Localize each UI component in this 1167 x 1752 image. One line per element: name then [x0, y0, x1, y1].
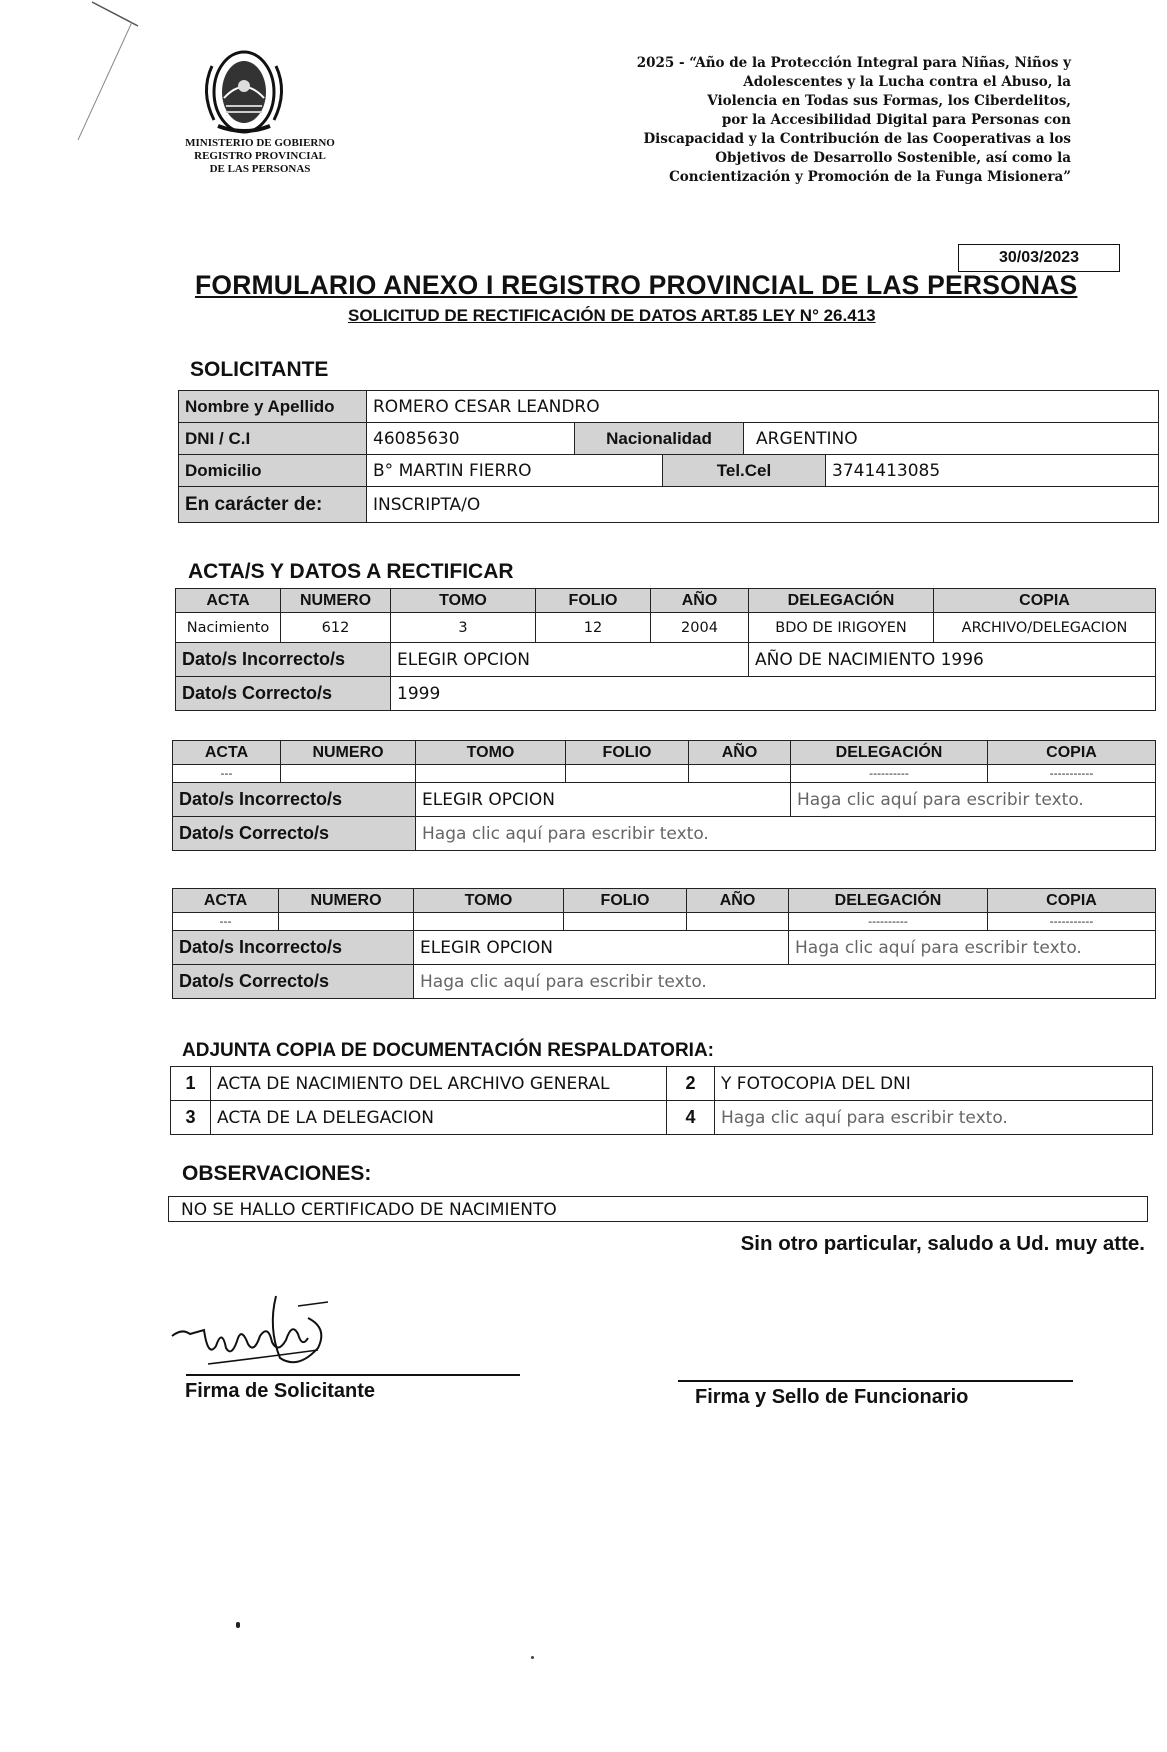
incorrect-text-field[interactable]: Haga clic aquí para escribir texto. — [791, 783, 1156, 817]
ministry-line: DE LAS PERSONAS — [209, 163, 311, 175]
delegacion-field[interactable]: BDO DE IRIGOYEN — [749, 613, 934, 643]
adjunta-table — [170, 1066, 1153, 1135]
nacionalidad-field[interactable]: ARGENTINO — [744, 423, 1159, 455]
handwritten-signature-icon — [168, 1288, 338, 1378]
acta-type-field[interactable]: Nacimiento — [176, 613, 281, 643]
closing-text: Sin otro particular, saludo a Ud. muy atte. — [740, 1232, 1145, 1255]
attachment-field[interactable]: ACTA DE NACIMIENTO DEL ARCHIVO GENERAL — [211, 1067, 667, 1101]
copia-field[interactable]: ----------- — [988, 765, 1156, 783]
col-anio: AÑO — [651, 589, 749, 613]
acta-table-3 — [172, 888, 1156, 999]
col-delegacion: DELEGACIÓN — [789, 889, 988, 913]
correct-label: Dato/s Correcto/s — [173, 965, 414, 999]
col-numero: NUMERO — [279, 889, 414, 913]
caracter-label: En carácter de: — [179, 487, 367, 523]
correct-text-field[interactable]: Haga clic aquí para escribir texto. — [414, 965, 1156, 999]
col-copia: COPIA — [934, 589, 1156, 613]
motto-line: Discapacidad y la Contribución de las Cooperativas a los — [643, 131, 1071, 147]
col-tomo: TOMO — [414, 889, 564, 913]
scan-speck — [531, 1656, 534, 1659]
anio-field[interactable] — [689, 765, 791, 783]
adjunta-heading: ADJUNTA COPIA DE DOCUMENTACIÓN RESPALDATORIA: — [182, 1040, 714, 1061]
incorrect-label: Dato/s Incorrecto/s — [176, 643, 391, 677]
anio-field[interactable]: 2004 — [651, 613, 749, 643]
anio-field[interactable] — [687, 913, 789, 931]
acta-table-1 — [175, 588, 1156, 711]
tel-field[interactable]: 3741413085 — [826, 455, 1159, 487]
form-title: FORMULARIO ANEXO I REGISTRO PROVINCIAL DE LAS PERSONAS — [195, 270, 1078, 300]
folio-field[interactable] — [566, 765, 689, 783]
domicilio-label: Domicilio — [179, 455, 367, 487]
col-copia: COPIA — [988, 889, 1156, 913]
motto-line: Concientización y Promoción de la Funga Misionera” — [669, 169, 1071, 185]
motto-line: 2025 - “Año de la Protección Integral para Niñas, Niños y — [636, 55, 1071, 71]
tomo-field[interactable]: 3 — [391, 613, 536, 643]
col-anio: AÑO — [687, 889, 789, 913]
applicant-signature-line — [186, 1374, 520, 1376]
col-delegacion: DELEGACIÓN — [749, 589, 934, 613]
motto-line: Objetivos de Desarrollo Sostenible, así como la — [715, 150, 1071, 166]
folio-field[interactable] — [564, 913, 687, 931]
col-acta: ACTA — [173, 889, 279, 913]
dni-field[interactable]: 46085630 — [367, 423, 575, 455]
delegacion-field[interactable]: ---------- — [791, 765, 988, 783]
correct-label: Dato/s Correcto/s — [173, 817, 416, 851]
col-tomo: TOMO — [416, 741, 566, 765]
col-acta: ACTA — [176, 589, 281, 613]
ministry-line: MINISTERIO DE GOBIERNO — [185, 137, 335, 149]
observaciones-heading: OBSERVACIONES: — [182, 1162, 372, 1185]
col-folio: FOLIO — [564, 889, 687, 913]
incorrect-text-field[interactable]: Haga clic aquí para escribir texto. — [789, 931, 1156, 965]
copia-field[interactable]: ARCHIVO/DELEGACION — [934, 613, 1156, 643]
col-acta: ACTA — [173, 741, 281, 765]
incorrect-option-select[interactable]: ELEGIR OPCION — [416, 783, 791, 817]
folio-field[interactable]: 12 — [536, 613, 651, 643]
applicant-signature-label: Firma de Solicitante — [185, 1380, 376, 1402]
incorrect-text-field[interactable]: AÑO DE NACIMIENTO 1996 — [749, 643, 1156, 677]
col-numero: NUMERO — [281, 589, 391, 613]
attachment-field[interactable]: ACTA DE LA DELEGACION — [211, 1101, 667, 1135]
nombre-label: Nombre y Apellido — [179, 391, 367, 423]
domicilio-field[interactable]: B° MARTIN FIERRO — [367, 455, 663, 487]
acta-type-field[interactable]: --- — [173, 913, 279, 931]
province-coat-of-arms-icon — [196, 46, 292, 138]
solicitante-table — [178, 390, 1159, 523]
numero-field[interactable]: 612 — [281, 613, 391, 643]
incorrect-option-select[interactable]: ELEGIR OPCION — [414, 931, 789, 965]
nombre-field[interactable]: ROMERO CESAR LEANDRO — [367, 391, 1159, 423]
scan-fold-mark — [20, 0, 140, 180]
dni-label: DNI / C.I — [179, 423, 367, 455]
incorrect-option-select[interactable]: ELEGIR OPCION — [391, 643, 749, 677]
ministry-line: REGISTRO PROVINCIAL — [194, 150, 326, 162]
tomo-field[interactable] — [414, 913, 564, 931]
actas-heading: ACTA/S Y DATOS A RECTIFICAR — [188, 560, 514, 583]
caracter-field[interactable]: INSCRIPTA/O — [367, 487, 1159, 523]
numero-field[interactable] — [279, 913, 414, 931]
correct-text-field[interactable]: 1999 — [391, 677, 1156, 711]
acta-table-2 — [172, 740, 1156, 851]
attachment-field[interactable]: Y FOTOCOPIA DEL DNI — [715, 1067, 1153, 1101]
attachment-field[interactable]: Haga clic aquí para escribir texto. — [715, 1101, 1153, 1135]
correct-text-field[interactable]: Haga clic aquí para escribir texto. — [416, 817, 1156, 851]
col-delegacion: DELEGACIÓN — [791, 741, 988, 765]
col-anio: AÑO — [689, 741, 791, 765]
scan-speck — [236, 1622, 240, 1628]
official-signature-label: Firma y Sello de Funcionario — [695, 1386, 969, 1408]
numero-field[interactable] — [281, 765, 416, 783]
acta-type-field[interactable]: --- — [173, 765, 281, 783]
form-subtitle: SOLICITUD DE RECTIFICACIÓN DE DATOS ART.85 LEY N° 26.413 — [348, 306, 876, 325]
motto-line: por la Accesibilidad Digital para Personas con — [721, 112, 1071, 128]
attachment-number: 1 — [171, 1067, 211, 1101]
delegacion-field[interactable]: ---------- — [789, 913, 988, 931]
correct-label: Dato/s Correcto/s — [176, 677, 391, 711]
attachment-number: 2 — [667, 1067, 715, 1101]
attachment-number: 4 — [667, 1101, 715, 1135]
copia-field[interactable]: ----------- — [988, 913, 1156, 931]
motto-line: Adolescentes y la Lucha contra el Abuso, la — [743, 74, 1071, 90]
date-field[interactable]: 30/03/2023 — [958, 244, 1120, 272]
official-signature-line — [678, 1380, 1073, 1382]
col-tomo: TOMO — [391, 589, 536, 613]
ministry-name — [160, 137, 360, 176]
motto-line: Violencia en Todas sus Formas, los Ciberdelitos, — [707, 93, 1071, 109]
tomo-field[interactable] — [416, 765, 566, 783]
col-numero: NUMERO — [281, 741, 416, 765]
incorrect-label: Dato/s Incorrecto/s — [173, 931, 414, 965]
nacionalidad-label: Nacionalidad — [575, 423, 744, 455]
col-folio: FOLIO — [566, 741, 689, 765]
observaciones-field[interactable]: NO SE HALLO CERTIFICADO DE NACIMIENTO — [168, 1196, 1148, 1222]
solicitante-heading: SOLICITANTE — [190, 358, 329, 381]
tel-label: Tel.Cel — [663, 455, 826, 487]
attachment-number: 3 — [171, 1101, 211, 1135]
col-folio: FOLIO — [536, 589, 651, 613]
col-copia: COPIA — [988, 741, 1156, 765]
incorrect-label: Dato/s Incorrecto/s — [173, 783, 416, 817]
year-motto — [511, 54, 1071, 187]
